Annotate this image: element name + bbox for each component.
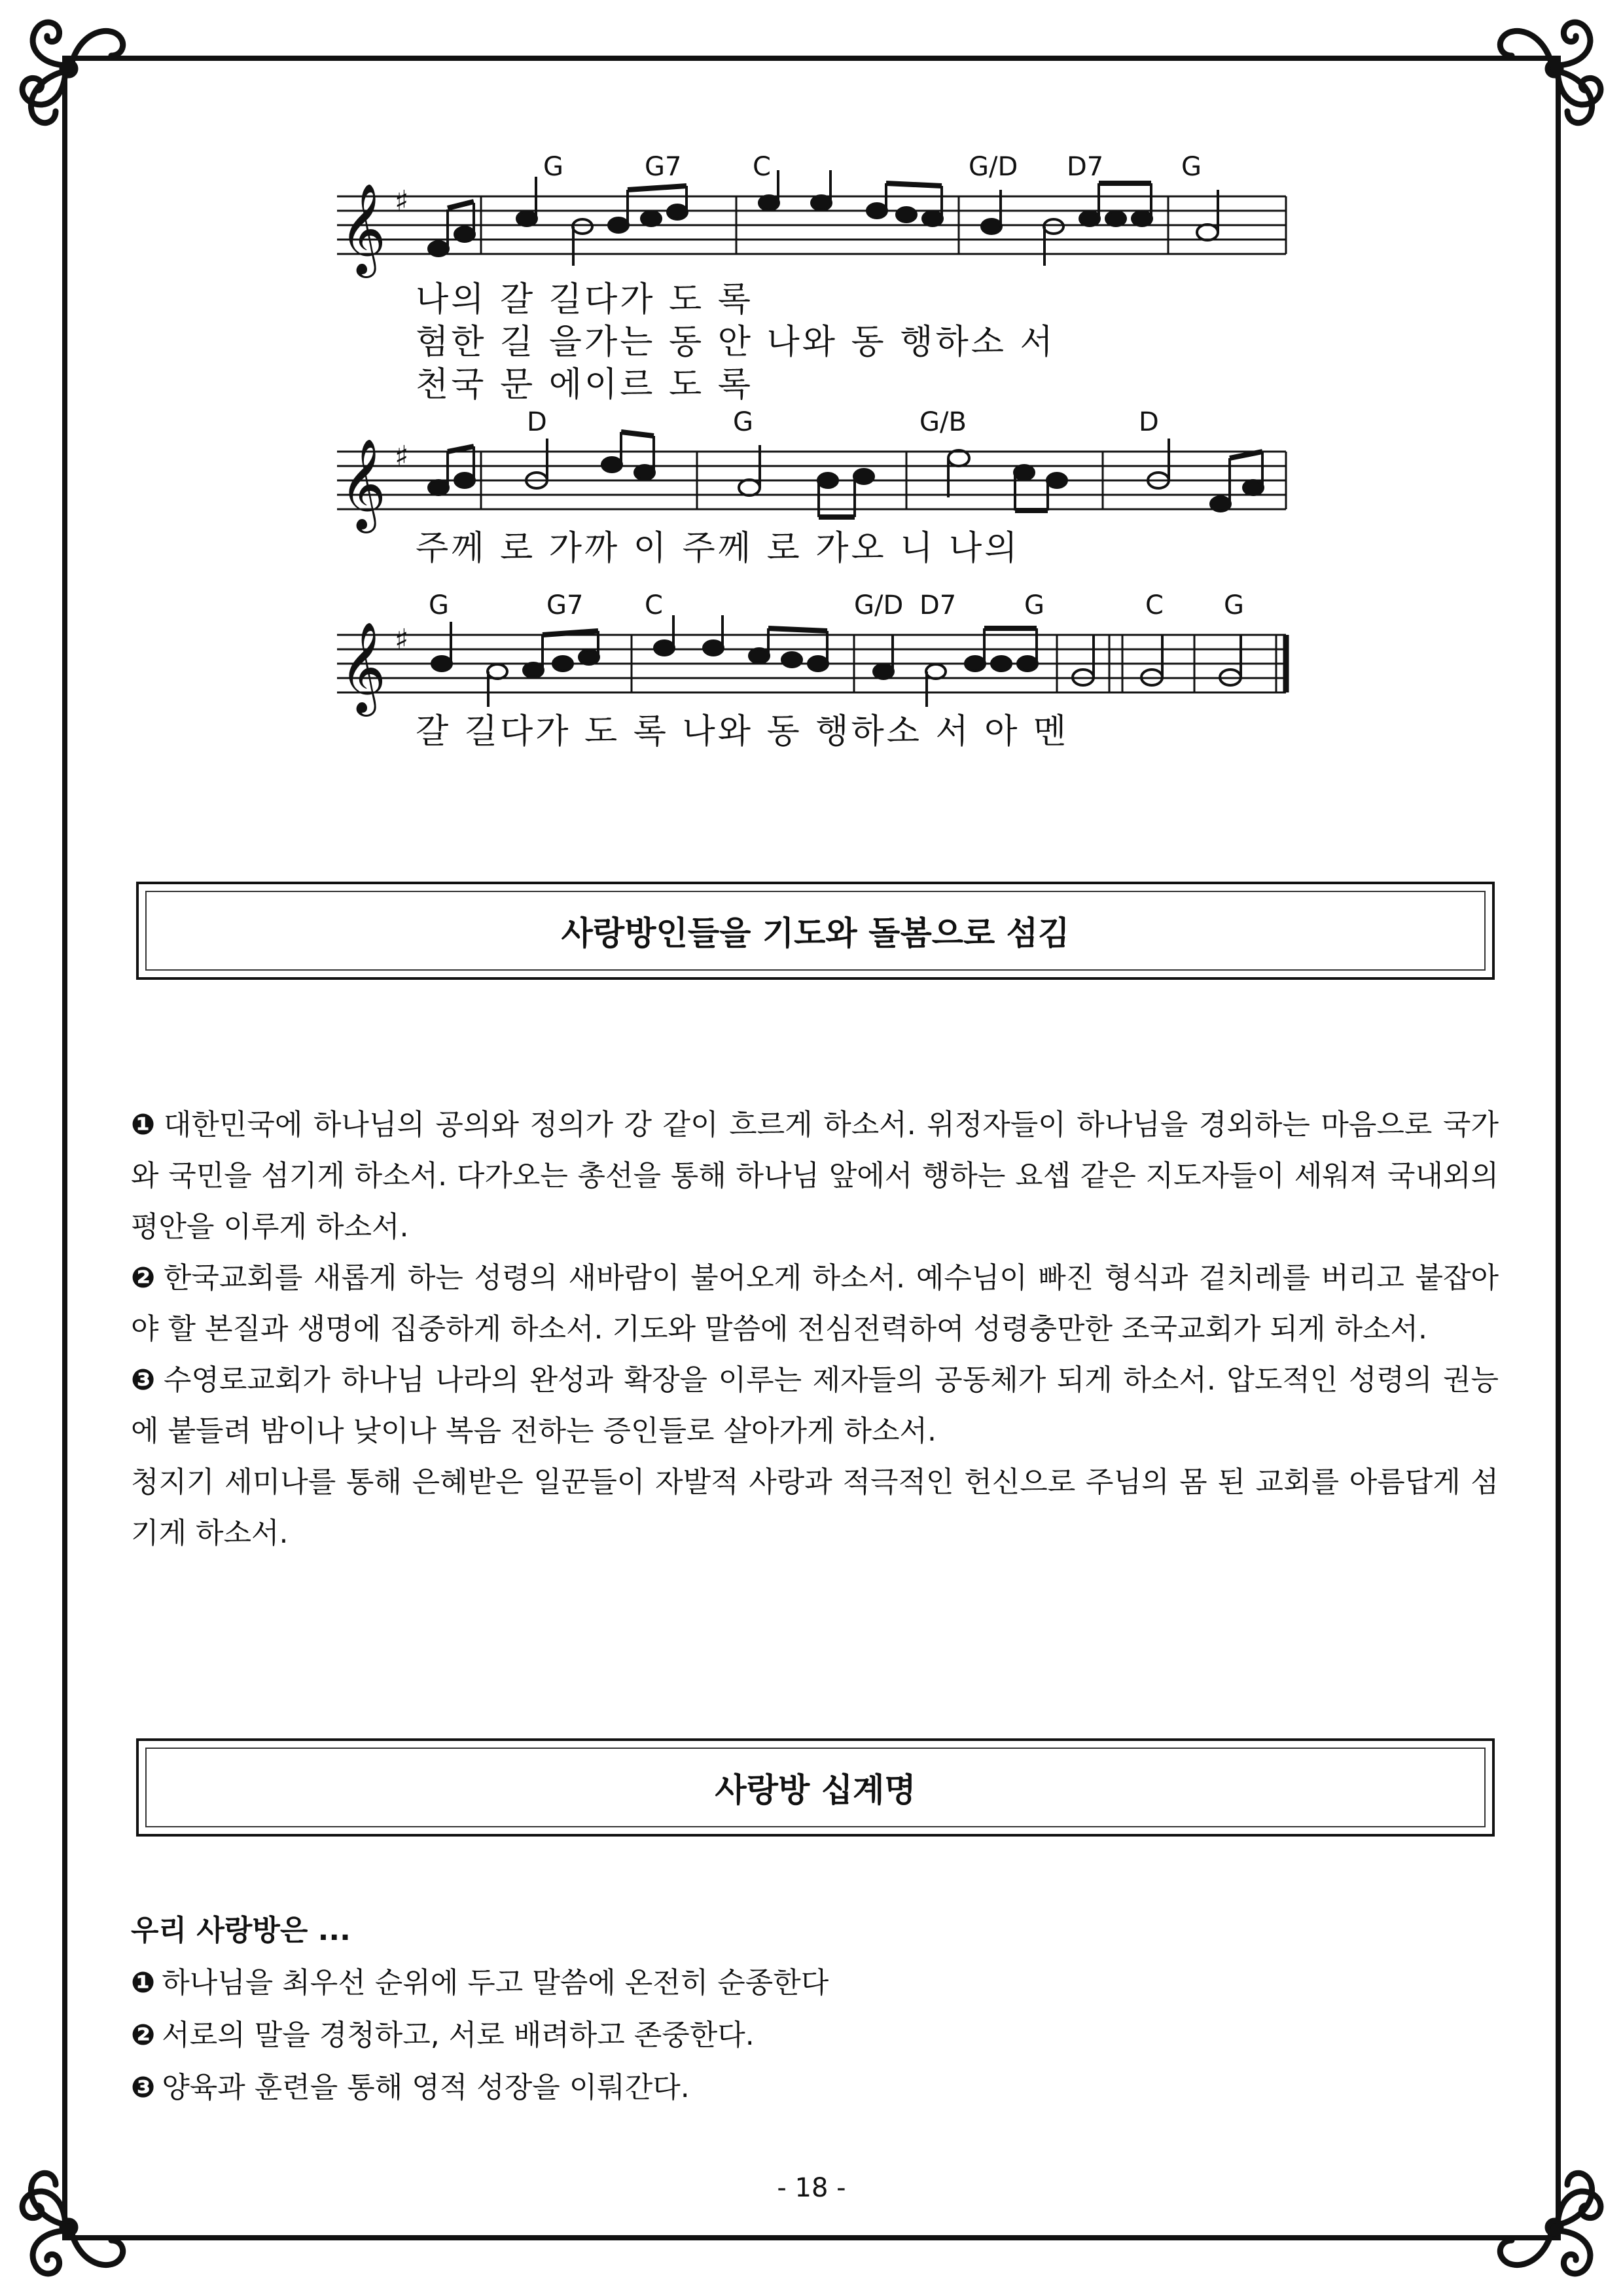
section-title-prayer: 사랑방인들을 기도와 돌봄으로 섬김	[561, 914, 1070, 952]
svg-text:G: G	[429, 590, 449, 620]
svg-text:D: D	[1139, 407, 1159, 437]
covenant-number-2: ❷	[131, 2018, 156, 2052]
covenant-text-3: 양육과 훈련을 통해 영적 성장을 이뤄간다.	[162, 2071, 690, 2104]
section-header-box-prayer	[136, 882, 1495, 980]
prayer-number-3: ❸	[131, 1363, 157, 1397]
corner-ornament-top-right	[1486, 0, 1623, 137]
prayer-number-1: ❶	[131, 1108, 157, 1141]
corner-ornament-top-left	[0, 0, 137, 137]
lyric-line-3: 갈 길다가 도 록 나와 동 행하소 서 아 멘	[416, 712, 1069, 751]
svg-text:D7: D7	[919, 590, 957, 620]
svg-text:♯: ♯	[395, 623, 409, 656]
music-score-line-1	[330, 151, 1293, 425]
treble-clef-icon: 𝄞	[340, 183, 386, 274]
svg-text:G: G	[1181, 152, 1202, 182]
svg-text:G7: G7	[645, 152, 682, 182]
prayer-item-2	[131, 1253, 1499, 1355]
svg-text:D: D	[527, 407, 547, 437]
covenant-heading: 우리 사랑방은 ...	[131, 1914, 351, 1947]
prayer-text-3: 수영로교회가 하나님 나라의 완성과 확장을 이루는 제자들의 공동체가 되게 하소서. 압도적인 성령의 권능에 붙들려 밤이나 낮이나 복음 전하는 증인들로 살아가게 하소서.	[131, 1363, 1499, 1448]
prayer-text-1: 대한민국에 하나님의 공의와 정의가 강 같이 흐르게 하소서. 위정자들이 하나님을 경외하는 마음으로 국가와 국민을 섬기게 하소서. 다가오는 총선을 통해 하나님 앞에서 행하는 요셉 같은 지도자들이 세워져 국내외의 평안을 이루게 하소서.	[131, 1108, 1499, 1244]
section-title-commandments: 사랑방 십계명	[715, 1771, 916, 1809]
svg-text:G: G	[733, 407, 753, 437]
covenant-item-3	[131, 2062, 1499, 2114]
covenant-text-2: 서로의 말을 경청하고, 서로 배려하고 존중한다.	[162, 2018, 755, 2052]
prayer-number-2: ❷	[131, 1261, 157, 1295]
chord-symbols	[543, 152, 1202, 182]
svg-text:G: G	[1024, 590, 1044, 620]
covenant-number-1: ❶	[131, 1966, 156, 2000]
lyric-verse-2: 험한 길 을가는 동 안 나와 동 행하소 서	[416, 323, 1056, 362]
svg-text:D7: D7	[1067, 152, 1104, 182]
covenant-list	[131, 1905, 1499, 2114]
lyric-line-2: 주께 로 가까 이 주께 로 가오 니 나의	[416, 529, 1020, 568]
svg-text:C: C	[1145, 590, 1164, 620]
svg-text:G/D: G/D	[969, 152, 1018, 182]
svg-text:G/D: G/D	[854, 590, 904, 620]
prayer-text-2: 한국교회를 새롭게 하는 성령의 새바람이 불어오게 하소서. 예수님이 빠진 형식과 겉치레를 버리고 붙잡아야 할 본질과 생명에 집중하게 하소서. 기도와 말씀에 전심전력하여 성령충만한 조국교회가 되게 하소서.	[131, 1261, 1499, 1346]
prayer-item-1	[131, 1100, 1499, 1253]
svg-text:G: G	[543, 152, 563, 182]
svg-text:C: C	[645, 590, 663, 620]
music-score-line-2	[330, 407, 1293, 596]
lyric-verse-3: 천국 문 에이르 도 록	[416, 365, 753, 404]
covenant-number-3: ❸	[131, 2071, 156, 2104]
svg-text:♯: ♯	[395, 440, 409, 473]
svg-text:G: G	[1224, 590, 1244, 620]
lyric-verse-1: 나의 갈 길다가 도 록	[416, 280, 753, 319]
svg-text:♯: ♯	[395, 185, 409, 218]
covenant-text-1: 하나님을 최우선 순위에 두고 말씀에 온전히 순종한다	[162, 1966, 829, 2000]
notes	[429, 170, 1218, 266]
covenant-item-2	[131, 2009, 1499, 2062]
prayer-extra: 청지기 세미나를 통해 은혜받은 일꾼들이 자발적 사랑과 적극적인 헌신으로 주님의 몸 된 교회를 아름답게 섬기게 하소서.	[131, 1465, 1499, 1550]
covenant-item-1	[131, 1957, 1499, 2009]
svg-text:C: C	[753, 152, 771, 182]
svg-text:G7: G7	[546, 590, 584, 620]
music-score-line-3	[330, 590, 1293, 766]
section-header-box-commandments	[136, 1738, 1495, 1837]
svg-text:G/B: G/B	[919, 407, 967, 437]
page-number: - 18 -	[777, 2173, 846, 2203]
prayer-item-3	[131, 1355, 1499, 1457]
treble-clef-icon: 𝄞	[340, 622, 386, 713]
prayer-list	[131, 1100, 1499, 1559]
treble-clef-icon: 𝄞	[340, 439, 386, 529]
